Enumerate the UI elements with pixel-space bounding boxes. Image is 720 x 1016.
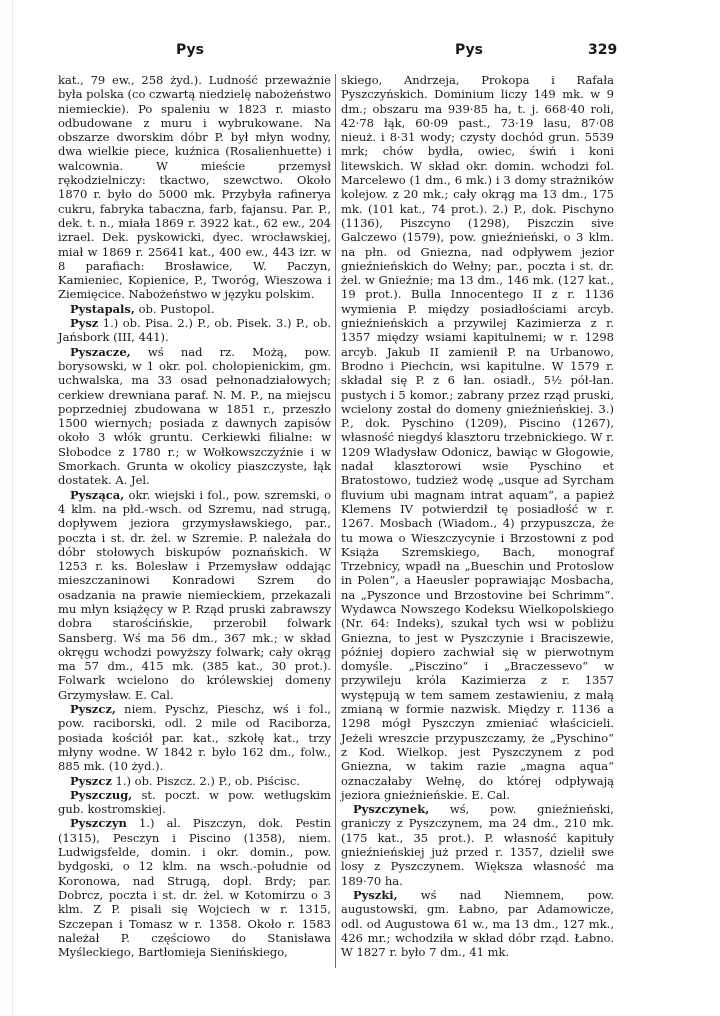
dictionary-entry — [58, 788, 331, 817]
right-column — [341, 73, 614, 959]
entry-text: okr. wiejski i fol., pow. szremski, o 4 klm. na płd.-wsch. od Szremu, nad strugą, dopływem jeziora grzymysławskiego, par., poczta i st. dr. żel. w Szremie. P. należała do dóbr stołowych biskupów poznańskich. W 1253 r. ks. Bolesław i Przemysław oddając mieszczaninowi Konradowi Szrem do osadzania na prawie niemieckiem, przekazali mu młyn książęcy w P. Rząd pruski zabrawszy dobra starościńskie, przerobił folwark Sansberg. Wś ma 56 dm., 367 mk.; w skład okręgu wchodzi powyższy folwark; cały okrąg ma 57 dm., 415 mk. (385 kat., 30 prot.). Folwark wcielono do królewskiej domeny Grzymysław. E. Cal. — [58, 487, 331, 702]
entry-text: wś nad Niemnem, pow. augustowski, gm. Łabno, par Adamowicze, odl. od Augustowa 61 w., ma 13 dm., 127 mk., 426 mr.; wchodziła w skład dóbr rząd. Łabno. W 1827 r. było 7 dm., 41 mk. — [341, 887, 614, 960]
entry-text: 1.) ob. Piszcz. 2.) P., ob. Piścisc. — [115, 773, 300, 788]
entry-headword: Pyszczyn — [70, 816, 127, 831]
entry-text: skiego, Andrzeja, Prokopa i Rafała Pyszczyńskich. Dominium liczy 149 mk. w 9 dm.; obszaru ma 939·85 ha, t. j. 668·40 roli, 42·78 łąk, 60·09 past., 73·19 lasu, 87·08 nieuż. i 8·31 wody; czysty dochód grun. 5539 mrk; chów bydła, owiec, świń i koni litewskich. W skład okr. domin. wchodzi fol. Marcelewo (1 dm., 6 mk.) i 3 domy strażników kolejow. z 20 mk.; cały okrąg ma 13 dm., 175 mk. (101 kat., 74 prot.). 2.) P., dok. Pischyno (1136), Piszcyno (1298), Piszczin sive Galczewo (1579), pow. gnieźnieński, o 3 klm. na płn. od Gniezna, nad odpływem jezior gnieźnieńskich do Wełny; par., poczta i st. dr. żel. w Gnieźnie; ma 13 dm., 146 mk. (127 kat., 19 prot.). Bulla Innocentego II z r. 1136 wymienia P. między posiadłościami arcyb. gnieźnieńskich a przywilej Kazimierza z r. 1357 między wsiami kapitulnemi; w r. 1298 arcyb. Jakub II zamienił P. na Urbanowo, Brodno i Piechcin, wsi kapitulne. W 1579 r. składał się P. z 6 łan. osiadł., 5½ pół-łan. pustych i 5 komor.; zabrany przez rząd pruski, wcielony został do domeny gnieźnieńskiej. 3.) P., dok. Pyschino (1209), Piscino (1267), własność niegdyś klasztoru trzebnickiego. W r. 1209 Władysław Odonicz, bawiąc w Głogowie, nadał klasztorowi wsie Pyschino et Bratostowo, tudzież wodę „usque ad Syrcham fluvium ubi magnam intrat aquam“, a papież Klemens IV potwierdził tę posiadłość w r. 1267. Mosbach (Wiadom., 4) przypuszcza, że tu mowa o Wieszczycynie i Brzostowni z pod Książa Szremskiego, Bach, monograf Trzebnicy, wpadł na „Bueschin und Protoslow in Polen“, a Haeusler poprawiając Mosbacha, na „Pyszonce und Brzostovine bei Schrimm“. Wydawca Nowszego Kodeksu Wielkopolskiego (Nr. 64: Indeks), szukał tych wsi w pobliżu Gniezna, to jest w Pyszczynie i Braciszewie, później dopiero zachwiał się w pierwotnym domyśle. „Pisczino“ i „Braczessevo“ w przywileju króla Kazimierza z r. 1357 występują w tem samem zestawieniu, z małą zmianą w formie nazwisk. Między r. 1136 a 1298 mógł Pyszczyn zmieniać właścicieli. Jeżeli wreszcie przypuszczamy, że „Pyschino“ z Kod. Wielkop. jest Pyszczynem z pod Gniezna, w takim razie „magna aqua“ oznaczałaby Wełnę, do której odpływają jeziora gnieźnieńskie. E. Cal. — [341, 73, 614, 802]
entry-headword: Pyszczynek, — [353, 802, 430, 817]
dictionary-entry — [58, 488, 331, 702]
entry-headword: Pyszcz — [70, 773, 112, 788]
running-head-left: Pys — [176, 42, 204, 58]
entry-text: wś nad rz. Możą, pow. borysowski, w 1 okr. pol. chołopienickim, gm. uchwalska, ma 33 osad pełnonadziałowych; cerkiew drewniana paraf. N. M. P., na miejscu poprzedniej zbudowana w 1851 r., przeszło 1500 wiernych; posiada z dawnych zapisów około 3 włók gruntu. Cerkiewki filialne: w Słobodce z 1780 r.; w Wołkowszczyźnie i w Smorkach. Grunta w okolicy piaszczyste, łąk dostatek. A. Jel. — [58, 344, 331, 488]
dictionary-entry — [58, 702, 331, 773]
dictionary-entry — [58, 345, 331, 488]
page-number: 329 — [588, 42, 618, 58]
entry-headword: Pystapals, — [70, 301, 135, 316]
entry-text: 1.) ob. Pisa. 2.) P., ob. Pisek. 3.) P., ob. Jańsbork (III, 441). — [58, 316, 331, 345]
entry-headword: Pysząca, — [70, 487, 125, 502]
entry-headword: Pyszczug, — [70, 787, 133, 802]
entry-headword: Pyszacze, — [70, 344, 131, 359]
dictionary-entry — [58, 774, 331, 788]
left-column — [58, 73, 331, 959]
entry-headword: Pyszki, — [353, 887, 398, 902]
running-head-right: Pys — [455, 42, 483, 58]
entry-text: wś, pow. gnieźnieński, graniczy z Pyszczynem, ma 24 dm., 210 mk. (175 kat., 35 prot.). P. własność kapituły gnieźnieńskiej już przed r. 1357, dzielił swe losy z Pyszczynem. Większa własność ma 189·70 ha. — [341, 802, 614, 888]
dictionary-entry — [341, 73, 614, 802]
entry-text: kat., 79 ew., 258 żyd.). Ludność przeważnie była polska (co czwartą niedzielę nabożeństwo niemieckie). Po spaleniu w 1823 r. miasto odbudowane z muru i wybrukowane. Na obszarze dworskim dóbr P. był młyn wodny, dwa wielkie piece, kuźnica (Rosalienhuette) i walcownia. W mieście przemysł rękodzielniczy: tkactwo, szewctwo. Około 1870 r. było do 5000 mk. Przybyła rafinerya cukru, fabryka tabaczna, farb, fajansu. Par. P., dek. t. n., miała 1869 r. 3922 kat., 62 ew., 204 izrael. Dek. pyskowicki, dyec. wrocławskiej, miał w 1869 r. 25641 kat., 400 ew., 443 izr. w 8 parafiach: Brosławice, W. Paczyn, Kamieniec, Kopienice, P., Tworóg, Wieszowa i Ziemięcice. Nabożeństwo w języku polskim. — [58, 73, 331, 302]
dictionary-entry — [58, 302, 331, 316]
dictionary-entry — [58, 73, 331, 302]
page-edge — [0, 0, 13, 1016]
entry-headword: Pyszcz, — [70, 702, 116, 717]
column-divider — [335, 74, 336, 968]
dictionary-entry — [58, 316, 331, 345]
dictionary-entry — [341, 888, 614, 959]
dictionary-entry — [58, 816, 331, 959]
dictionary-entry — [341, 802, 614, 888]
entry-text: st. poczt. w pow. wetługskim gub. kostromskiej. — [58, 787, 331, 817]
entry-text: niem. Pyschz, Pieschz, wś i fol., pow. raciborski, odl. 2 mile od Raciborza, posiada kościół par. kat., szkołę kat., trzy młyny wodne. W 1842 r. było 162 dm., folw., 885 mk. (10 żyd.). — [58, 702, 332, 774]
entry-text: ob. Pustopol. — [138, 301, 215, 316]
entry-text: 1.) al. Piszczyn, dok. Pestin (1315), Pesczyn i Piscino (1358), niem. Ludwigsfelde, domin. i okr. domin., pow. bydgoski, o 12 klm. na wsch.-południe od Koronowa, nad Strugą, dopł. Brdy; par. Dobrcz, poczta i st. dr. żel. w Kotomirzu o 3 klm. Z P. pisali się Wojciech w r. 1315, Szczepan i Tomasz w r. 1358. Około r. 1583 należał P. częściowo do Stanisława Myśleckiego, Bartłomieja Sienińskiego, — [58, 816, 332, 960]
entry-headword: Pysz — [70, 316, 99, 331]
